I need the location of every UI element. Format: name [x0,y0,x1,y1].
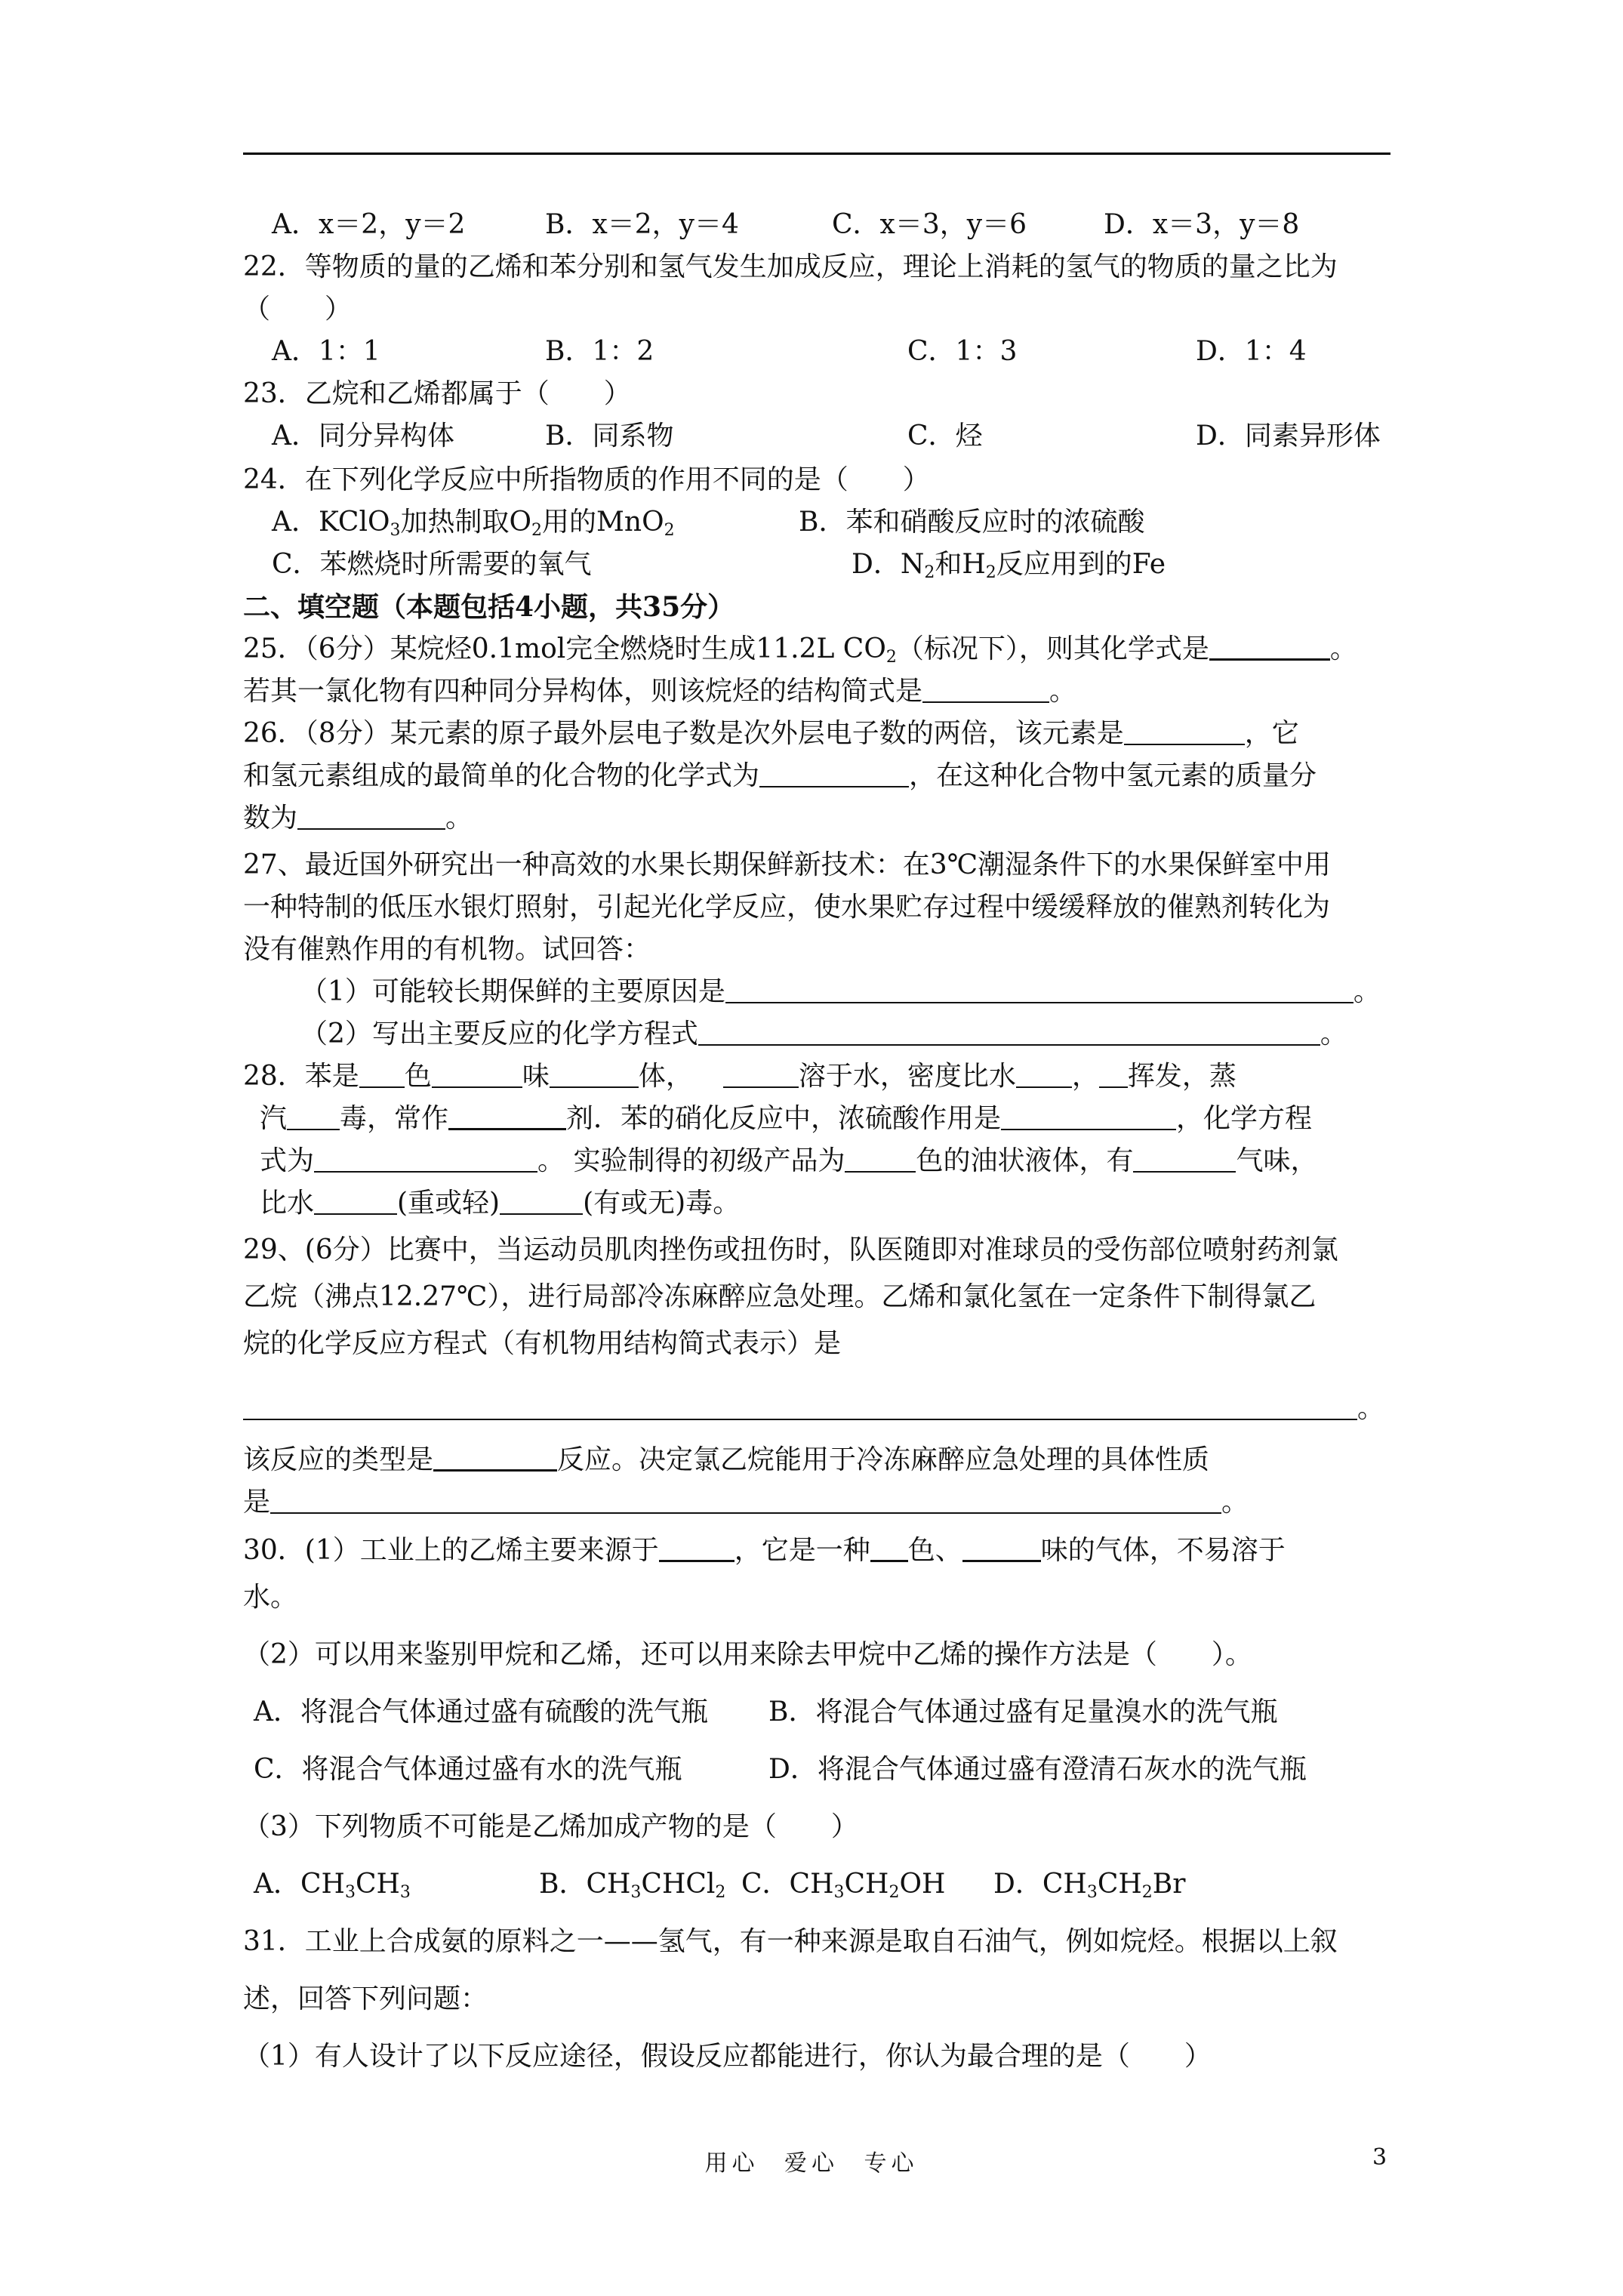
q23-stem: 23．乙烷和乙烯都属于（ ） [243,378,631,409]
q28-line-1: 28．苯是 色 味 体， 溶于水，密度比水 ， 挥发，蒸 [243,1061,1236,1092]
q27-line-3: 没有催熟作用的有机物。试回答： [243,934,651,965]
q22-stem: 22．等物质的量的乙烯和苯分别和氢气发生加成反应，理论上消耗的氢气的物质的量之比为 [243,251,1338,282]
q28-blank-acid-role[interactable] [1001,1102,1176,1130]
page-number: 3 [1372,2144,1387,2171]
q28-blank-equation[interactable] [314,1144,537,1173]
q27-sub-1: （1）可能较长期保鲜的主要原因是 。 [300,976,1381,1007]
q28-blank-smell[interactable] [432,1059,522,1088]
q27-blank-reason[interactable] [725,975,1354,1003]
q30-3-option-a: A．$CH_3CH_3$ [254,1869,411,1902]
q28-line-2: 汽 毒，常作 剂．苯的硝化反应中，浓硫酸作用是 ，化学方程 [260,1101,1437,1137]
q28-blank-poison[interactable] [500,1186,583,1215]
q30-line-6: （3）下列物质不可能是乙烯加成产物的是（ ） [243,1811,858,1842]
q28-blank-color[interactable] [359,1059,405,1088]
q29-line-5: 该反应的类型是 反应。决定氯乙烷能用于冷冻麻醉应急处理的具体性质 [243,1442,1421,1478]
q31-line-1: 31．工业上合成氨的原料之一——氢气，有一种来源是取自石油气，例如烷烃。根据以上叙 [243,1926,1338,1957]
q28-blank-weight[interactable] [314,1186,397,1215]
q30-option-d: D．将混合气体通过盛有澄清石灰水的洗气瓶 [768,1754,1307,1785]
q29-blank-property[interactable] [270,1485,1221,1514]
q29-line-2: 乙烷（沸点12.27℃），进行局部冷冻麻醉应急处理。乙烯和氯化氢在一定条件下制得氯乙 [243,1281,1317,1312]
q26-blank-mass-fraction[interactable] [297,801,445,830]
q30-blank-source[interactable] [659,1533,735,1562]
q29-line-6: 是 。 [243,1487,1249,1518]
q22-option-a: A．1：1 [272,336,380,367]
q28-blank-solubility[interactable] [723,1059,799,1088]
q25-blank-structure[interactable] [922,674,1049,703]
q22-option-d: D．1：4 [1196,336,1307,367]
q22-answer-paren: （ ） [243,294,353,325]
q30-option-a: A．将混合气体通过盛有硫酸的洗气瓶 [254,1697,708,1727]
q26-blank-formula[interactable] [759,759,909,787]
q30-blank-smell[interactable] [962,1533,1041,1562]
q31-line-2: 述，回答下列问题： [243,1983,488,2014]
q24-option-a: A．KClO$_3$加热制取$O_2$用的MnO$_2$ [272,507,675,540]
q30-option-c: C．将混合气体通过盛有水的洗气瓶 [254,1754,682,1785]
q27-line-2: 一种特制的低压水银灯照射，引起光化学反应，使水果贮存过程中缓缓释放的催熟剂转化为 [243,892,1331,923]
q28-blank-odor[interactable] [1133,1144,1236,1173]
q22-option-c: C．1：3 [907,336,1018,367]
q30-3-option-d: D．$CH_3CH_2Br$ [993,1869,1186,1902]
q27-line-1: 27、最近国外研究出一种高效的水果长期保鲜新技术：在3℃潮湿条件下的水果保鲜室中用 [243,849,1331,880]
q28-blank-product-color[interactable] [845,1144,916,1173]
q28-blank-state[interactable] [550,1059,639,1088]
q21-option-c: C．x＝3，y＝6 [832,209,1027,240]
q28-line-4: 比水 (重或轻) (有或无)毒。 [260,1188,741,1219]
q21-option-d: D．x＝3，y＝8 [1104,209,1300,240]
section-heading-fill-in: 二、填空题（本题包括4小题，共35分） [243,591,735,623]
q23-option-b: B．同系物 [545,421,674,451]
q23-option-a: A．同分异构体 [272,421,454,451]
q30-3-option-b: B．$CH_3CHCl_2$ [539,1869,726,1902]
q28-line-3: 式为 。 实验制得的初级产品为 色的油状液体，有 气味， [260,1145,1318,1176]
q26-blank-element[interactable] [1124,717,1245,745]
q25-line-2: 若其一氯化物有四种同分异构体，则该烷烃的结构简式是 。 [243,676,1077,707]
q29-line-1: 29、(6分）比赛中，当运动员肌肉挫伤或扭伤时，队医随即对准球员的受伤部位喷射药剂氯 [243,1234,1338,1265]
q27-blank-equation[interactable] [698,1017,1320,1046]
q28-blank-use[interactable] [448,1101,566,1130]
q24-option-d: D．$N_2$和$H_2$反应用到的Fe [852,549,1166,582]
q30-3-option-c: C．$CH_3CH_2OH$ [741,1869,946,1902]
q24-option-c: C．苯燃烧时所需要的氧气 [272,549,592,580]
page-footer: 用心 爱心 专心 [704,2150,919,2177]
header-rule [243,153,1390,155]
q29-blank-reaction-type[interactable] [433,1442,557,1472]
q26-line-1: 26．（8分）某元素的原子最外层电子数是次外层电子数的两倍，该元素是 ，它 [243,718,1299,749]
q26-line-2: 和氢元素组成的最简单的化合物的化学式为 ，在这种化合物中氢元素的质量分 [243,760,1317,791]
q30-line-2: 水。 [243,1582,298,1613]
q23-option-d: D．同素异形体 [1196,421,1381,451]
q28-blank-volatility[interactable] [1099,1059,1128,1088]
q30-option-b: B．将混合气体通过盛有足量溴水的洗气瓶 [768,1697,1278,1727]
q31-line-3: （1）有人设计了以下反应途径，假设反应都能进行，你认为最合理的是（ ） [243,2041,1212,2072]
q27-sub-2: （2）写出主要反应的化学方程式 。 [300,1019,1347,1049]
q24-stem: 24．在下列化学反应中所指物质的作用不同的是（ ） [243,464,930,495]
q30-line-1: 30．(1）工业上的乙烯主要来源于 ，它是一种 色、 味的气体，不易溶于 [243,1533,1421,1569]
q21-option-b: B．x＝2，y＝4 [545,209,739,240]
q28-blank-density[interactable] [1016,1059,1072,1088]
q24-option-b: B．苯和硝酸反应时的浓硫酸 [799,507,1145,538]
q23-option-c: C．烃 [907,421,983,451]
q22-option-b: B．1：2 [545,336,654,367]
q25-blank-formula[interactable] [1209,631,1330,661]
q29-blank-equation[interactable] [243,1391,1357,1420]
q29-line-4: 。 [243,1391,1421,1427]
q25-line-1: 25．（6分）某烷烃0.1mol完全燃烧时生成11.2L $CO_2$（标况下），则其化学式是 。 [243,631,1421,676]
q26-line-3: 数为 。 [243,803,473,834]
q29-line-3: 烷的化学反应方程式（有机物用结构简式表示）是 [243,1328,842,1359]
q30-line-3: （2）可以用来鉴别甲烷和乙烯，还可以用来除去甲烷中乙烯的操作方法是（ ）。 [243,1639,1252,1670]
q21-option-a: A．x＝2，y＝2 [272,209,466,240]
q28-blank-toxicity[interactable] [287,1102,340,1130]
q30-blank-color[interactable] [870,1533,908,1562]
